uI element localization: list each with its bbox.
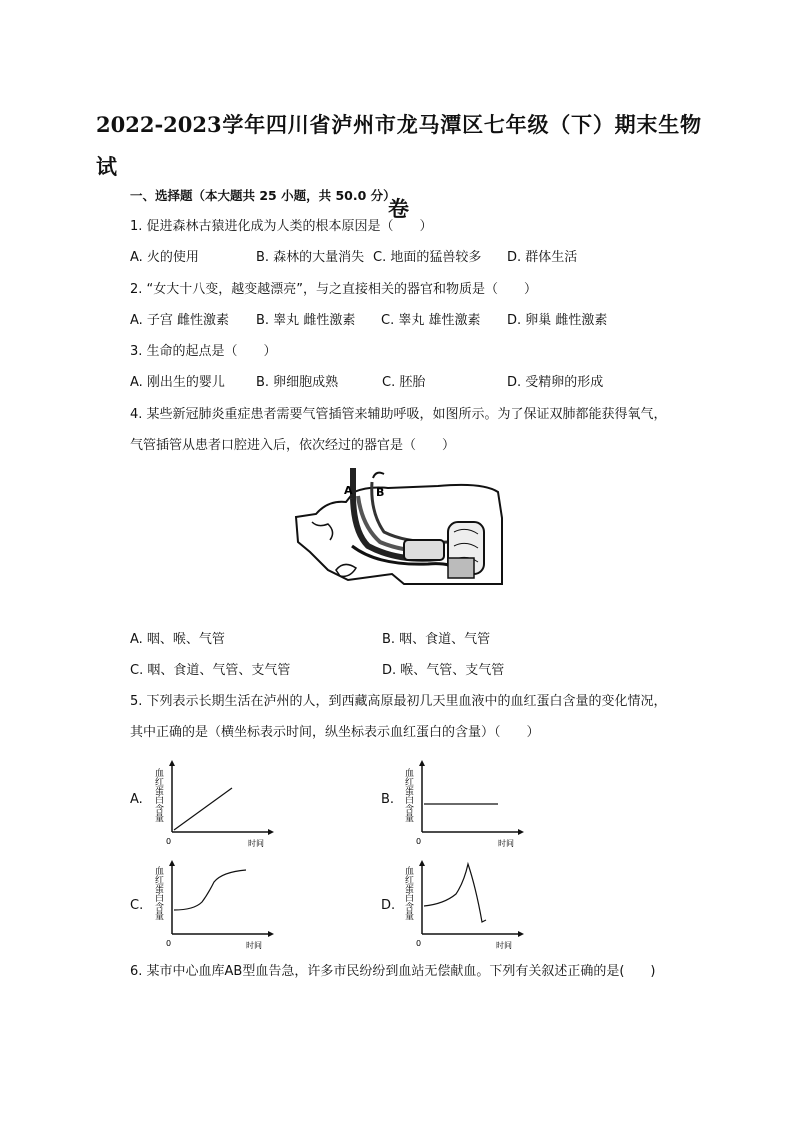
q3-option-d: D. 受精卵的形成 xyxy=(507,375,604,390)
q1-option-a: A. 火的使用 xyxy=(130,250,199,265)
graph-b-xlabel: 时间 xyxy=(498,839,514,848)
question-3-stem: 3. 生命的起点是（ ） xyxy=(130,344,277,359)
q3-option-a: A. 刚出生的婴儿 xyxy=(130,375,225,390)
q4-option-a: A. 咽、喉、气管 xyxy=(130,632,225,647)
graph-c-origin: 0 xyxy=(166,939,172,948)
graph-a-curve xyxy=(174,788,232,830)
graph-d xyxy=(400,858,530,950)
q5-option-c-label: C. xyxy=(130,898,144,913)
graph-b-ylabel: 血红蛋白含量 xyxy=(403,768,413,822)
graph-d-curve xyxy=(424,864,486,922)
graph-d-ylabel: 血红蛋白含量 xyxy=(403,866,413,920)
q3-option-c: C. 胚胎 xyxy=(382,375,426,390)
question-1-stem: 1. 促进森林古猿进化成为人类的根本原因是（ ） xyxy=(130,219,433,234)
label-a: A xyxy=(344,484,353,497)
graph-a-xlabel: 时间 xyxy=(248,839,264,848)
graph-b-origin: 0 xyxy=(416,837,422,846)
question-2-stem: 2. “女大十八变，越变越漂亮”，与之直接相关的器官和物质是（ ） xyxy=(130,282,538,297)
graph-d-xlabel: 时间 xyxy=(496,941,512,950)
question-4-stem-line-2: 气管插管从患者口腔进入后，依次经过的器官是（ ） xyxy=(130,438,456,453)
graph-a xyxy=(150,758,280,850)
q5-option-d-label: D. xyxy=(381,898,396,913)
title-line-2: 卷 xyxy=(388,196,409,221)
graph-c-curve xyxy=(174,870,246,910)
q4-option-d: D. 喉、气管、支气管 xyxy=(382,663,505,678)
q4-option-b: B. 咽、食道、气管 xyxy=(382,632,491,647)
graph-b xyxy=(400,758,530,850)
graph-a-ylabel: 血红蛋白含量 xyxy=(153,768,163,822)
section-heading: 一、选择题（本大题共 25 小题，共 50.0 分） xyxy=(130,188,396,203)
q2-option-a: A. 子宫 雌性激素 xyxy=(130,313,230,328)
graph-c-ylabel: 血红蛋白含量 xyxy=(153,866,163,920)
question-4-stem-line-1: 4. 某些新冠肺炎重症患者需要气管插管来辅助呼吸，如图所示。为了保证双肺都能获得氧气， xyxy=(130,407,667,422)
exam-title xyxy=(96,104,701,230)
graph-d-origin: 0 xyxy=(416,939,422,948)
graph-c xyxy=(150,858,280,950)
q1-option-c: C. 地面的猛兽较多 xyxy=(373,250,482,265)
question-6-stem: 6. 某市中心血库AB型血告急，许多市民纷纷到血站无偿献血。下列有关叙述正确的是( ) xyxy=(130,964,656,979)
title-line-1: 2022-2023学年四川省泸州市龙马潭区七年级（下）期末生物试 xyxy=(96,112,701,179)
q2-option-c: C. 睾丸 雄性激素 xyxy=(381,313,481,328)
tube-b xyxy=(373,473,384,478)
graph-c-xlabel: 时间 xyxy=(246,941,262,950)
q4-option-c: C. 咽、食道、气管、支气管 xyxy=(130,663,291,678)
q5-option-b-label: B. xyxy=(381,792,395,807)
q5-option-a-label: A. xyxy=(130,792,143,807)
q3-option-b: B. 卵细胞成熟 xyxy=(256,375,339,390)
label-b: B xyxy=(376,486,385,499)
q1-option-b: B. 森林的大量消失 xyxy=(256,250,365,265)
graph-a-origin: 0 xyxy=(166,837,172,846)
question-5-stem-line-2: 其中正确的是（横坐标表示时间，纵坐标表示血红蛋白的含量）（ ） xyxy=(130,725,540,740)
question-5-stem-line-1: 5. 下列表示长期生活在泸州的人，到西藏高原最初几天里血液中的血红蛋白含量的变化情况， xyxy=(130,694,667,709)
q1-option-d: D. 群体生活 xyxy=(507,250,578,265)
intubation-diagram xyxy=(288,462,506,592)
q2-option-d: D. 卵巢 雌性激素 xyxy=(507,313,608,328)
q2-option-b: B. 睾丸 雌性激素 xyxy=(256,313,356,328)
